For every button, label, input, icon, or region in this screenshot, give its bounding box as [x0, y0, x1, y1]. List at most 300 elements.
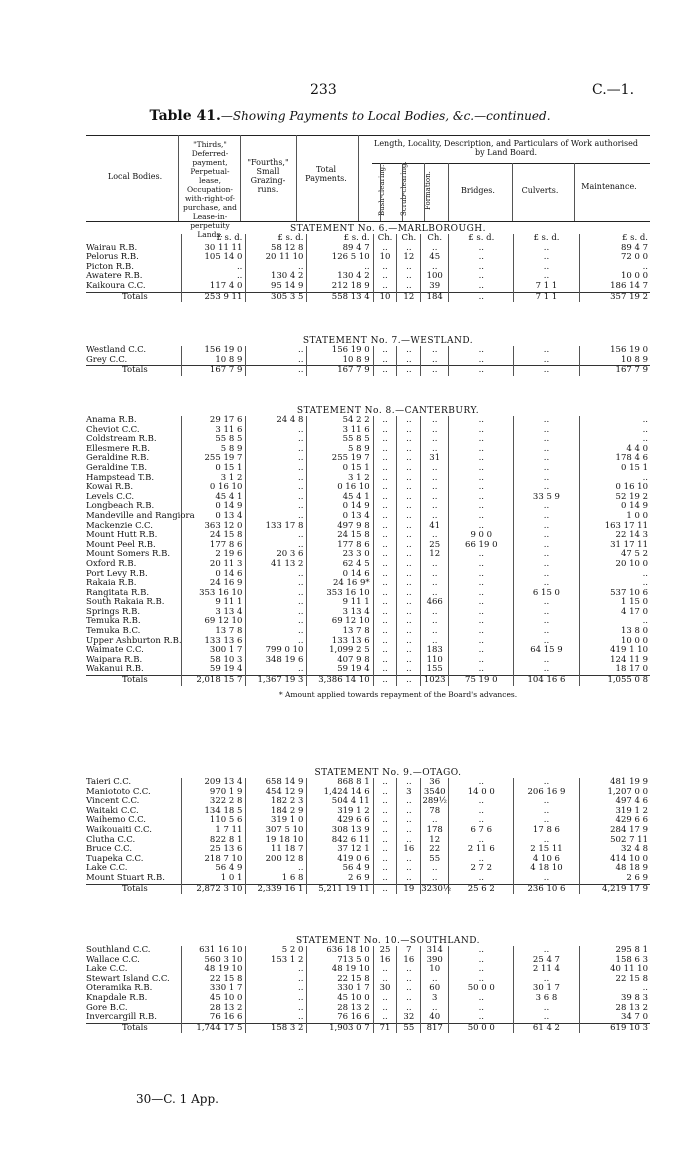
- table-cell: 0 14 9: [307, 502, 373, 512]
- table-cell: 37 12 1: [307, 845, 373, 855]
- table-cell: ..: [449, 617, 514, 627]
- table-cell: ..: [373, 579, 397, 589]
- table-cell: ..: [373, 656, 397, 666]
- totals-cell: ..: [397, 366, 421, 376]
- local-body-name: Waihemo C.C.: [86, 815, 146, 826]
- table-cell: 41 13 2: [246, 560, 307, 570]
- table-cell: ..: [421, 263, 449, 273]
- table-cell: 0 16 10: [579, 483, 650, 493]
- table-cell: 2 7 2: [449, 864, 514, 874]
- table-cell: ..: [246, 589, 307, 599]
- local-body-name: Mount Somers R.B.: [86, 549, 171, 560]
- table-cell: ..: [514, 474, 579, 484]
- table-cell: ..: [514, 598, 579, 608]
- totals-cell: 167 7 9: [307, 366, 373, 376]
- table-cell: 28 13 2: [307, 1004, 373, 1014]
- table-cell: 55 8 5: [182, 435, 246, 445]
- table-cell: ..: [421, 637, 449, 647]
- table-cell: ..: [397, 874, 421, 884]
- table-cell: 429 6 6: [307, 816, 373, 826]
- section-rows: [86, 416, 650, 686]
- table-cell: 3 13 4: [182, 608, 246, 618]
- table-cell: 156 19 0: [182, 346, 246, 356]
- table-cell: ..: [373, 836, 397, 846]
- table-cell: 6 15 0: [514, 589, 579, 599]
- table-cell: ..: [579, 416, 650, 426]
- section-rows: [86, 346, 650, 376]
- unit-label: £ s. d.: [307, 234, 373, 244]
- local-body-name: Taieri C.C.: [86, 777, 132, 787]
- table-cell: 6 7 6: [449, 826, 514, 836]
- unit-label: Ch.: [397, 234, 421, 244]
- table-cell: ..: [514, 356, 579, 366]
- table-cell: 3 11 6: [182, 426, 246, 436]
- table-cell: 4 18 10: [514, 864, 579, 874]
- table-cell: ..: [246, 263, 307, 273]
- section-table: [86, 346, 650, 376]
- table-cell: ..: [373, 807, 397, 817]
- col-divider: [240, 135, 241, 221]
- table-cell: ..: [449, 665, 514, 675]
- table-cell: ..: [397, 272, 421, 282]
- table-row: [86, 665, 650, 675]
- table-cell: 3540: [421, 788, 449, 798]
- col-works-group: Length, Locality, Description, and Particulars of Work authorised by Land Board.: [374, 139, 638, 157]
- table-cell: ..: [421, 570, 449, 580]
- table-cell: 481 19 9: [579, 778, 650, 788]
- table-cell: ..: [373, 416, 397, 426]
- table-label: Table 41.: [149, 108, 221, 124]
- col-divider: [574, 163, 575, 221]
- totals-cell: 2,339 16 1: [246, 884, 307, 894]
- col-divider: [296, 135, 297, 221]
- table-cell: ..: [373, 589, 397, 599]
- table-cell: 537 10 6: [579, 589, 650, 599]
- totals-cell: 25 6 2: [449, 884, 514, 894]
- unit-label: £ s. d.: [182, 234, 246, 244]
- totals-cell: ..: [397, 676, 421, 686]
- table-cell: ..: [373, 522, 397, 532]
- table-cell: 52 19 2: [579, 493, 650, 503]
- table-cell: ..: [397, 579, 421, 589]
- table-cell: ..: [373, 965, 397, 975]
- table-cell: ..: [514, 627, 579, 637]
- table-cell: ..: [373, 665, 397, 675]
- table-cell: ..: [514, 1013, 579, 1023]
- table-cell: 40 11 10: [579, 965, 650, 975]
- table-cell: 407 9 8: [307, 656, 373, 666]
- table-row: [86, 1013, 650, 1023]
- table-cell: 466: [421, 598, 449, 608]
- table-cell: 363 12 0: [182, 522, 246, 532]
- table-cell: 13 7 8: [182, 627, 246, 637]
- table-cell: 289½: [422, 796, 447, 807]
- table-cell: ..: [421, 483, 449, 493]
- footer-label: 30—C. 1 App.: [136, 1092, 219, 1106]
- header-bottom-rule: [86, 221, 650, 222]
- totals-cell: 1,367 19 3: [246, 676, 307, 686]
- table-cell: ..: [246, 445, 307, 455]
- totals-cell: 558 13 4: [307, 292, 373, 302]
- table-cell: 32 4 8: [579, 845, 650, 855]
- table-cell: 307 5 10: [246, 826, 307, 836]
- table-cell: ..: [373, 483, 397, 493]
- local-body-name: Port Levy R.B.: [86, 568, 148, 579]
- table-cell: ..: [449, 956, 514, 966]
- totals-row: [86, 884, 650, 894]
- table-cell: ..: [421, 346, 449, 356]
- totals-cell: 75 19 0: [449, 676, 514, 686]
- table-cell: ..: [397, 994, 421, 1004]
- table-cell: 560 3 10: [182, 956, 246, 966]
- table-cell: 330 1 7: [307, 984, 373, 994]
- table-cell: ..: [373, 855, 397, 865]
- col-local-bodies: Local Bodies.: [107, 172, 163, 181]
- unit-label: £ s. d.: [514, 234, 579, 244]
- table-cell: 20 11 10: [246, 253, 307, 263]
- local-body-name: Temuka R.B.: [86, 616, 141, 627]
- local-body-name: Vincent C.C.: [86, 796, 140, 807]
- table-cell: 822 8 1: [182, 836, 246, 846]
- table-cell: 713 5 0: [307, 956, 373, 966]
- table-cell: ..: [373, 598, 397, 608]
- table-cell: ..: [373, 845, 397, 855]
- table-cell: ..: [397, 656, 421, 666]
- table-cell: 48 18 9: [579, 864, 650, 874]
- totals-cell: ..: [373, 366, 397, 376]
- totals-cell: 253 9 11: [182, 292, 246, 302]
- table-cell: 1 15 0: [579, 598, 650, 608]
- section-table: [86, 778, 650, 894]
- table-cell: 60: [421, 984, 449, 994]
- table-cell: 3 1 2: [307, 474, 373, 484]
- table-cell: 1 0 1: [182, 874, 246, 884]
- table-cell: ..: [421, 474, 449, 484]
- table-cell: 1,099 2 5: [307, 646, 373, 656]
- table-cell: ..: [449, 627, 514, 637]
- local-body-name: Tuapeka C.C.: [86, 853, 144, 864]
- table-cell: 868 8 1: [307, 778, 373, 788]
- table-cell: 2 11 4: [514, 965, 579, 975]
- table-cell: ..: [373, 874, 397, 884]
- table-cell: ..: [397, 826, 421, 836]
- table-cell: ..: [397, 807, 421, 817]
- table-cell: ..: [421, 617, 449, 627]
- table-cell: 3: [397, 788, 421, 798]
- table-cell: 45 4 1: [182, 493, 246, 503]
- table-cell: 12: [397, 253, 421, 263]
- table-cell: 2 11 6: [449, 845, 514, 855]
- table-cell: ..: [514, 531, 579, 541]
- table-cell: 16: [397, 845, 421, 855]
- local-body-name: Gore B.C.: [86, 1002, 128, 1013]
- table-cell: ..: [449, 778, 514, 788]
- totals-cell: 3230½: [421, 883, 452, 894]
- table-cell: ..: [397, 570, 421, 580]
- table-cell: 22 15 8: [307, 975, 373, 985]
- table-cell: 4 17 0: [579, 608, 650, 618]
- col-thirds: "Thirds," Deferred-payment, Perpetual-lease, Occupation-with-right-of-purchase, and Lease-in-perpetuity Lands.: [183, 140, 237, 239]
- table-cell: 390: [421, 956, 449, 966]
- local-body-name: Oteramika R.B.: [86, 983, 153, 994]
- table-cell: ..: [246, 531, 307, 541]
- table-cell: 39: [421, 282, 449, 292]
- table-cell: 110 5 6: [182, 816, 246, 826]
- table-cell: 31 17 11: [579, 541, 650, 551]
- col-total: Total Payments.: [305, 165, 347, 183]
- local-body-name: Clutha C.C.: [86, 834, 136, 845]
- table-cell: 1 0 0: [579, 512, 650, 522]
- local-body-name: Stewart Island C.C.: [86, 973, 170, 984]
- table-cell: 130 4 2: [246, 272, 307, 282]
- table-cell: 186 14 7: [579, 282, 650, 292]
- table-cell: ..: [579, 263, 650, 273]
- table-row: [86, 282, 650, 292]
- totals-row: [86, 292, 650, 302]
- table-cell: ..: [373, 560, 397, 570]
- local-body-name: Geraldine T.B.: [86, 462, 148, 473]
- totals-cell: ..: [514, 366, 579, 376]
- table-cell: ..: [449, 435, 514, 445]
- table-cell: ..: [579, 570, 650, 580]
- table-title: [0, 108, 700, 124]
- table-cell: ..: [449, 608, 514, 618]
- table-cell: ..: [397, 637, 421, 647]
- table-cell: 0 15 1: [579, 464, 650, 474]
- totals-cell: 184: [421, 292, 449, 302]
- table-cell: ..: [514, 946, 579, 956]
- table-cell: ..: [421, 579, 449, 589]
- table-cell: 0 14 6: [182, 570, 246, 580]
- totals-cell: ..: [373, 884, 397, 894]
- table-cell: 45 10 0: [182, 994, 246, 1004]
- header-top-rule: [86, 135, 650, 136]
- table-cell: ..: [397, 598, 421, 608]
- local-body-name: Mount Hutt R.B.: [86, 530, 158, 541]
- table-cell: 284 17 9: [579, 826, 650, 836]
- table-cell: 24 16 9*: [307, 579, 373, 589]
- local-body-name: South Rakaia R.B.: [86, 597, 165, 608]
- local-body-name: Pelorus R.B.: [86, 252, 139, 263]
- table-cell: 0 15 1: [182, 464, 246, 474]
- table-cell: 5 8 9: [182, 445, 246, 455]
- table-cell: 59 19 4: [182, 665, 246, 675]
- table-cell: ..: [421, 864, 449, 874]
- table-cell: 842 6 11: [307, 836, 373, 846]
- local-body-name: Grey C.C.: [86, 354, 128, 365]
- local-body-name: Lake C.C.: [86, 964, 128, 975]
- table-cell: 50 0 0: [449, 984, 514, 994]
- table-cell: 13 8 0: [579, 627, 650, 637]
- table-cell: ..: [449, 512, 514, 522]
- local-body-name: Wakanui R.B.: [86, 664, 144, 675]
- local-body-name: Rangitata R.B.: [86, 587, 150, 598]
- table-cell: 36: [421, 778, 449, 788]
- local-body-name: Awatere R.B.: [86, 271, 143, 282]
- section-rows: [86, 244, 650, 303]
- table-cell: 1 6 8: [246, 874, 307, 884]
- totals-label: Totals: [86, 676, 182, 686]
- table-cell: ..: [373, 445, 397, 455]
- table-cell: ..: [182, 263, 246, 273]
- col-divider: [512, 163, 513, 221]
- local-body-name: Mount Stuart R.B.: [86, 872, 165, 883]
- table-cell: ..: [373, 356, 397, 366]
- local-body-name: Maniototo C.C.: [86, 786, 151, 797]
- totals-cell: 305 3 5: [246, 292, 307, 302]
- col-divider: [178, 135, 179, 221]
- col-divider: [402, 163, 403, 221]
- table-cell: ..: [373, 493, 397, 503]
- table-cell: 56 4 9: [182, 864, 246, 874]
- unit-label: Ch.: [373, 234, 397, 244]
- table-cell: 56 4 9: [307, 864, 373, 874]
- table-cell: ..: [449, 483, 514, 493]
- table-cell: 13 7 8: [307, 627, 373, 637]
- table-cell: ..: [579, 435, 650, 445]
- table-cell: ..: [397, 560, 421, 570]
- table-cell: 117 4 0: [182, 282, 246, 292]
- table-cell: 78: [421, 807, 449, 817]
- table-cell: ..: [397, 426, 421, 436]
- col-maintenance: Maintenance.: [581, 182, 637, 191]
- table-cell: 0 16 10: [182, 483, 246, 493]
- totals-cell: 1023: [421, 676, 449, 686]
- table-cell: ..: [397, 984, 421, 994]
- table-cell: 95 14 9: [246, 282, 307, 292]
- table-cell: ..: [373, 346, 397, 356]
- table-cell: 45 10 0: [307, 994, 373, 1004]
- page-number: 233: [310, 82, 337, 98]
- local-body-name: Lake C.C.: [86, 863, 128, 874]
- table-cell: 34 7 0: [579, 1013, 650, 1023]
- table-cell: ..: [449, 637, 514, 647]
- local-body-name: Rakaia R.B.: [86, 578, 137, 589]
- section-westland: [86, 336, 650, 376]
- table-cell: ..: [449, 656, 514, 666]
- table-cell: ..: [373, 244, 397, 254]
- table-cell: 177 8 6: [307, 541, 373, 551]
- unit-label: Ch.: [421, 234, 449, 244]
- table-cell: 3 11 6: [307, 426, 373, 436]
- table-cell: ..: [514, 253, 579, 263]
- totals-cell: ..: [449, 292, 514, 302]
- table-cell: ..: [421, 493, 449, 503]
- table-cell: 54 2 2: [307, 416, 373, 426]
- table-cell: ..: [449, 589, 514, 599]
- table-cell: 4 10 6: [514, 855, 579, 865]
- table-cell: 39 8 3: [579, 994, 650, 1004]
- table-cell: 0 14 9: [579, 502, 650, 512]
- table-cell: ..: [246, 994, 307, 1004]
- local-body-name: Hampstead T.B.: [86, 472, 155, 483]
- table-cell: ..: [397, 493, 421, 503]
- table-cell: 3 1 2: [182, 474, 246, 484]
- table-cell: 184 2 9: [246, 807, 307, 817]
- table-cell: ..: [373, 263, 397, 273]
- document-code: C.—1.: [592, 82, 635, 98]
- table-cell: 22: [421, 845, 449, 855]
- table-cell: 45: [421, 253, 449, 263]
- local-body-name: Waikouaiti C.C.: [86, 824, 152, 835]
- table-cell: ..: [421, 975, 449, 985]
- table-cell: 41: [421, 522, 449, 532]
- table-cell: ..: [397, 263, 421, 273]
- table-cell: 0 14 6: [307, 570, 373, 580]
- table-cell: ..: [514, 570, 579, 580]
- table-cell: 11 18 7: [246, 845, 307, 855]
- table-cell: ..: [514, 244, 579, 254]
- table-cell: ..: [373, 550, 397, 560]
- table-cell: ..: [397, 502, 421, 512]
- table-cell: 319 1 2: [579, 807, 650, 817]
- table-cell: ..: [514, 522, 579, 532]
- table-cell: ..: [373, 617, 397, 627]
- unit-label: £ s. d.: [579, 234, 650, 244]
- totals-row: [86, 1023, 650, 1033]
- totals-label: Totals: [86, 1023, 182, 1033]
- table-cell: ..: [514, 445, 579, 455]
- totals-cell: 357 19 2: [579, 292, 650, 302]
- table-cell: ..: [421, 356, 449, 366]
- totals-label: Totals: [86, 292, 182, 302]
- table-row: [86, 874, 650, 884]
- table-cell: ..: [449, 560, 514, 570]
- table-cell: 30: [373, 984, 397, 994]
- table-cell: 454 12 9: [246, 788, 307, 798]
- table-cell: 348 19 6: [246, 656, 307, 666]
- table-cell: 308 13 9: [307, 826, 373, 836]
- table-cell: ..: [514, 1004, 579, 1014]
- table-cell: 59 19 4: [307, 665, 373, 675]
- table-cell: 497 9 8: [307, 522, 373, 532]
- section-title: STATEMENT No. 8.—CANTERBURY.: [296, 406, 480, 416]
- local-body-name: Wallace C.C.: [86, 954, 140, 965]
- table-row: [86, 356, 650, 366]
- local-body-name: Springs R.B.: [86, 606, 141, 617]
- table-cell: ..: [449, 253, 514, 263]
- table-cell: 177 8 6: [182, 541, 246, 551]
- table-cell: 206 16 9: [514, 788, 579, 798]
- table-cell: 89 4 7: [307, 244, 373, 254]
- table-cell: ..: [373, 464, 397, 474]
- totals-cell: 12: [397, 292, 421, 302]
- table-cell: ..: [514, 550, 579, 560]
- table-cell: 218 7 10: [182, 855, 246, 865]
- table-cell: ..: [373, 637, 397, 647]
- table-cell: ..: [514, 502, 579, 512]
- totals-cell: 619 10 3: [579, 1023, 650, 1033]
- local-body-name: Bruce C.C.: [86, 844, 133, 855]
- table-cell: ..: [421, 874, 449, 884]
- col-fourths: "Fourths," Small Grazing-runs.: [247, 158, 289, 194]
- table-cell: 353 16 10: [307, 589, 373, 599]
- table-cell: ..: [514, 560, 579, 570]
- table-cell: 10 0 0: [579, 637, 650, 647]
- table-cell: ..: [514, 656, 579, 666]
- table-cell: ..: [514, 464, 579, 474]
- unit-label: £ s. d.: [449, 234, 514, 244]
- table-cell: ..: [397, 975, 421, 985]
- table-cell: ..: [246, 598, 307, 608]
- totals-cell: 50 0 0: [449, 1023, 514, 1033]
- local-body-name: Southland C.C.: [86, 945, 151, 955]
- local-body-name: Temuka B.C.: [86, 626, 141, 637]
- table-cell: 134 18 5: [182, 807, 246, 817]
- table-cell: 24 4 8: [246, 416, 307, 426]
- table-cell: ..: [579, 426, 650, 436]
- table-cell: ..: [246, 984, 307, 994]
